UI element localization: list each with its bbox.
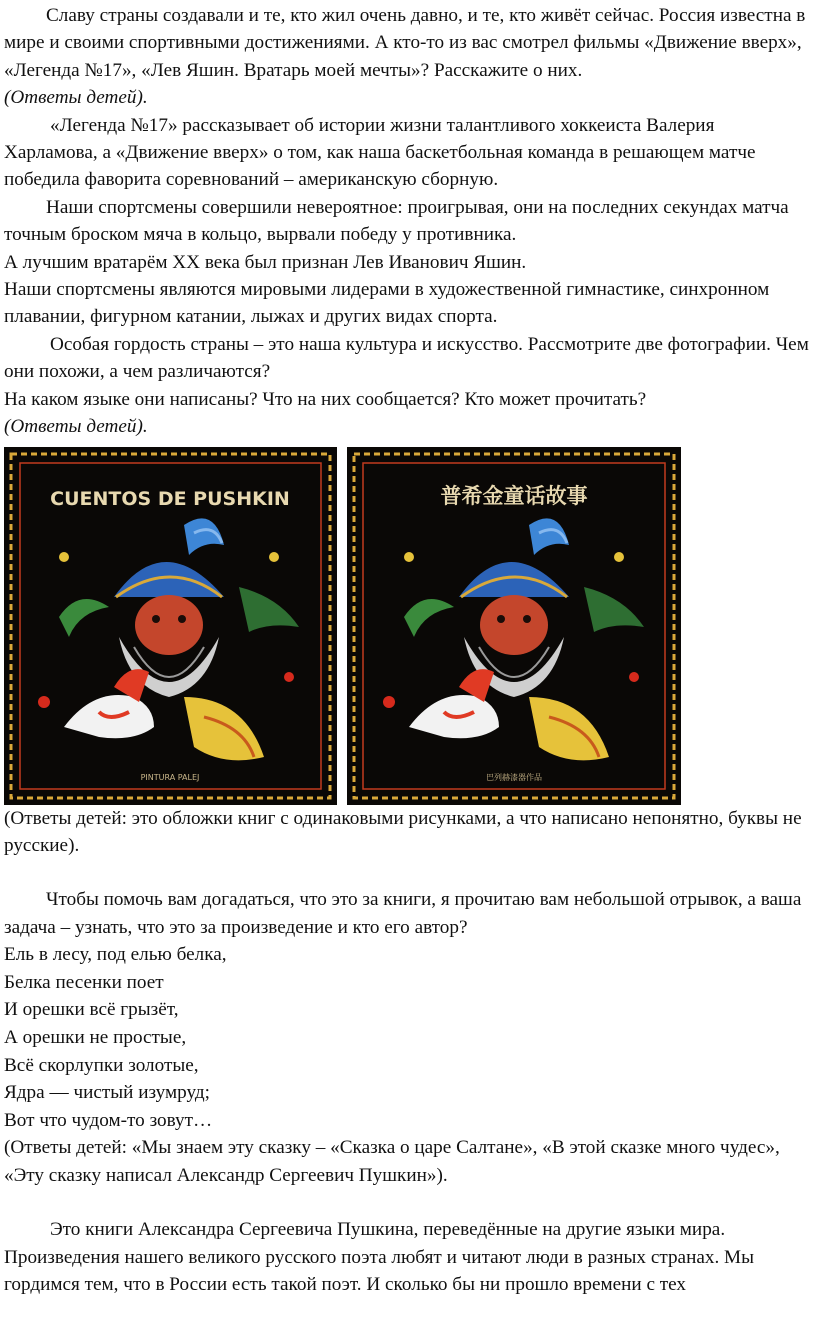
poem-line: Белка песенки поет	[4, 971, 164, 993]
poem-line: И орешки всё грызёт,	[4, 999, 179, 1021]
paragraph-pushkin: Это книги Александра Сергеевича Пушкина, переведённые на другие языки мира. Произведения нашего великого русского поэта любят и читают люди в разных странах. Мы гордимся тем, что в России есть такой поэт. И сколько бы ни прошло времени с тех	[4, 1219, 754, 1295]
answer-note-2: (Ответы детей).	[4, 416, 148, 438]
book-title-spanish: CUENTOS DE PUSHKIN	[50, 487, 290, 510]
paragraph-legend: «Легенда №17» рассказывает об истории жизни талантливого хоккеиста Валерия Харламова, а «Движение вверх» о том, как наша баскетбольная команда в решающем матче победила фаворита соревнований – американскую сборную.	[4, 114, 756, 191]
paragraph-hint: Чтобы помочь вам догадаться, что это за книги, я прочитаю вам небольшой отрывок, а ваша задача – узнать, что это за произведение и кто его автор?	[4, 889, 802, 938]
book-covers-figure	[4, 447, 812, 805]
poem-line: Ядра — чистый изумруд;	[4, 1082, 210, 1104]
document-page	[4, 2, 812, 1298]
paragraph-answers-tale: (Ответы детей: «Мы знаем эту сказку – «Сказка о царе Салтане», «В этой сказке много чудес», «Эту сказку написал Александр Сергеевич Пушкин»).	[4, 1137, 780, 1186]
paragraph-films: Славу страны создавали и те, кто жил очень давно, и те, кто живёт сейчас. Россия известна в мире и своими спортивными достижениями. А кто-то из вас смотрел фильмы «Движение вверх», «Легенда №17», «Лев Яшин. Вратарь моей мечты»? Расскажите о них.	[4, 5, 806, 81]
paragraph-questions: На каком языке они написаны? Что на них сообщается? Кто может прочитать?	[4, 388, 647, 410]
poem-line: А орешки не простые,	[4, 1026, 187, 1048]
poem-line: Вот что чудом-то зовут…	[4, 1109, 213, 1131]
poem-excerpt	[4, 941, 812, 1134]
book-caption-spanish: PINTURA PALEJ	[140, 772, 200, 782]
answer-note: (Ответы детей).	[4, 87, 148, 109]
book-title-chinese: 普希金童话故事	[440, 483, 588, 508]
paragraph-answers-covers: (Ответы детей: это обложки книг с одинаковыми рисунками, а что написано непонятно, буквы не русские).	[4, 807, 802, 856]
poem-line: Ель в лесу, под елью белка,	[4, 944, 227, 966]
paragraph-athletes: Наши спортсмены являются мировыми лидерами в художественной гимнастике, синхронном плавании, фигурном катании, лыжах и других видах спорта.	[4, 279, 770, 328]
paragraph-culture: Особая гордость страны – это наша культура и искусство. Рассмотрите две фотографии. Чем они похожи, а чем различаются?	[4, 333, 809, 383]
paragraph-victory: Наши спортсмены совершили невероятное: проигрывая, они на последних секундах матча точным броском мяча в кольцо, вырвали победу у противника.	[4, 196, 789, 246]
poem-line: Всё скорлупки золотые,	[4, 1054, 199, 1076]
book-caption-chinese: 巴列赫漆器作品	[486, 772, 542, 782]
book-cover-chinese	[347, 447, 681, 805]
book-cover-spanish	[4, 447, 337, 805]
paragraph-yashin: А лучшим вратарём XX века был признан Лев Иванович Яшин.	[4, 251, 527, 273]
